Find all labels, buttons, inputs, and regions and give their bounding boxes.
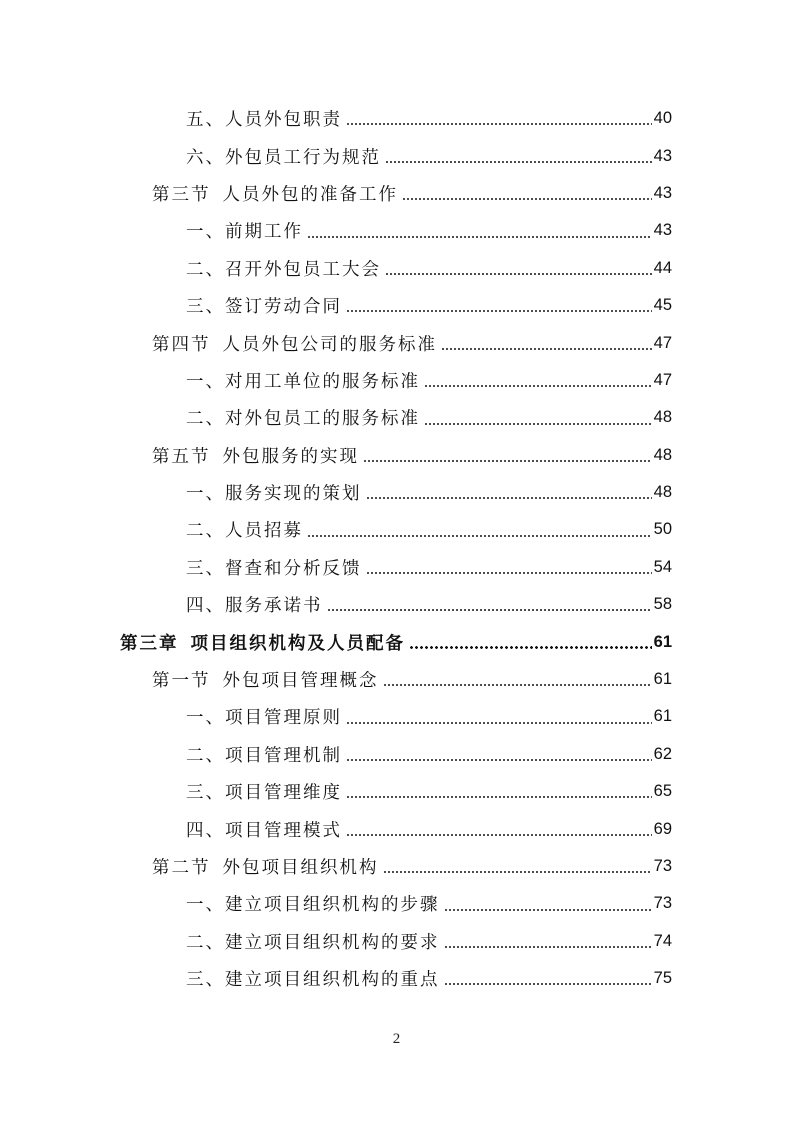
toc-entry-text: 人员招募 <box>225 521 303 542</box>
toc-entry-page: 65 <box>653 782 672 801</box>
dot-leader <box>444 983 652 985</box>
toc-entry-title <box>186 106 342 131</box>
toc-entry-prefix: 三、 <box>186 558 225 579</box>
toc-entry-text: 建立项目组织机构的要求 <box>225 932 440 953</box>
toc-entry-page: 75 <box>653 969 672 988</box>
toc-entry-page: 73 <box>653 894 672 913</box>
toc-entry-text: 前期工作 <box>225 222 303 243</box>
toc-entry-text: 签订劳动合同 <box>225 297 342 318</box>
toc-entry-text: 建立项目组织机构的步骤 <box>225 895 440 916</box>
toc-entry-prefix: 二、 <box>186 409 225 430</box>
dot-leader <box>346 834 652 836</box>
toc-entry-page: 48 <box>653 408 672 427</box>
toc-entry-prefix: 第五节 <box>152 446 211 467</box>
toc-entry[interactable] <box>0 212 793 249</box>
toc-entry[interactable] <box>0 474 793 511</box>
toc-entry-page: 61 <box>653 707 672 726</box>
dot-leader <box>385 161 652 163</box>
toc-entry[interactable] <box>0 287 793 324</box>
toc-entry-text: 对用工单位的服务标准 <box>225 371 420 392</box>
toc-entry-prefix: 二、 <box>186 521 225 542</box>
toc-chapter-entry[interactable] <box>0 623 793 660</box>
toc-entry-prefix: 一、 <box>186 708 225 729</box>
toc-entry[interactable] <box>0 324 793 361</box>
toc-entry-title <box>152 181 398 206</box>
toc-entry-title <box>152 443 359 468</box>
toc-entry-page: 54 <box>653 557 672 576</box>
toc-entry-title <box>186 480 362 505</box>
toc-entry-title <box>186 966 440 991</box>
toc-entry-page: 58 <box>653 595 672 614</box>
toc-entry[interactable] <box>0 175 793 212</box>
toc-entry-text: 服务实现的策划 <box>225 484 362 505</box>
toc-entry-page: 73 <box>653 857 672 875</box>
toc-entry-title <box>152 331 437 356</box>
toc-entry-prefix: 第二节 <box>152 858 211 878</box>
toc-entry-page: 50 <box>653 520 672 539</box>
toc-entry-page: 61 <box>653 632 672 651</box>
toc-entry-text: 外包服务的实现 <box>222 446 359 467</box>
toc-entry[interactable] <box>0 848 793 885</box>
dot-leader <box>366 572 652 574</box>
dot-leader <box>402 198 652 200</box>
toc-entry-page: 48 <box>653 445 672 464</box>
toc-entry-title <box>186 891 440 916</box>
toc-entry-title <box>186 405 420 430</box>
toc-entry-text: 人员外包公司的服务标准 <box>222 334 437 355</box>
dot-leader <box>444 946 652 948</box>
toc-entry-text: 项目管理模式 <box>225 820 342 841</box>
toc-entry-page: 43 <box>653 183 672 202</box>
toc-entry-title <box>186 779 342 804</box>
toc-entry[interactable] <box>0 661 793 698</box>
toc-entry[interactable] <box>0 810 793 847</box>
toc-entry-text: 服务承诺书 <box>225 596 323 617</box>
dot-leader <box>385 273 652 275</box>
toc-entry[interactable] <box>0 399 793 436</box>
toc-entry[interactable] <box>0 923 793 960</box>
toc-entry-title <box>186 517 303 542</box>
toc-entry[interactable] <box>0 773 793 810</box>
dot-leader <box>383 871 652 873</box>
toc-entry-prefix: 四、 <box>186 820 225 841</box>
dot-leader <box>409 646 652 649</box>
toc-entry-page: 61 <box>653 670 672 689</box>
toc-entry-title <box>186 555 362 580</box>
toc-entry-prefix: 第四节 <box>152 334 211 355</box>
dot-leader <box>307 535 652 537</box>
toc-entry-title <box>186 218 303 243</box>
toc-entry-text: 人员外包职责 <box>225 110 342 131</box>
toc-entry-text: 项目管理机制 <box>225 745 342 766</box>
toc-entry-page: 74 <box>653 931 672 950</box>
toc-entry[interactable] <box>0 586 793 623</box>
toc-entry-prefix: 三、 <box>186 297 225 318</box>
toc-entry-page: 47 <box>653 370 672 389</box>
page-number: 2 <box>392 1031 401 1047</box>
toc-entry-prefix: 第三章 <box>120 633 179 654</box>
dot-leader <box>327 609 652 611</box>
toc-entry-page: 47 <box>653 333 672 352</box>
toc-entry-text: 项目组织机构及人员配备 <box>190 633 405 654</box>
toc-entry-title <box>186 704 342 729</box>
dot-leader <box>441 348 652 350</box>
dot-leader <box>363 460 652 462</box>
toc-entry-title <box>186 293 342 318</box>
toc-entry-text: 外包员工行为规范 <box>225 147 381 168</box>
toc-entry[interactable] <box>0 698 793 735</box>
toc-entry[interactable] <box>0 250 793 287</box>
toc-entry-text: 人员外包的准备工作 <box>222 184 398 205</box>
toc-entry-title <box>186 592 323 617</box>
toc-entry-text: 项目管理维度 <box>225 783 342 804</box>
toc-entry-prefix: 六、 <box>186 147 225 168</box>
toc-entry-title <box>186 817 342 842</box>
toc-entry[interactable] <box>0 960 793 997</box>
toc-entry-page: 43 <box>653 146 672 165</box>
toc-entry-page: 62 <box>653 744 672 763</box>
toc-entry-prefix: 第一节 <box>152 671 211 692</box>
dot-leader <box>424 385 652 387</box>
toc-entry-prefix: 三、 <box>186 783 225 804</box>
dot-leader <box>383 684 652 686</box>
toc-entry-prefix: 二、 <box>186 259 225 280</box>
toc-entry-prefix: 二、 <box>186 745 225 766</box>
dot-leader <box>424 423 652 425</box>
toc-entry-title <box>186 256 381 281</box>
toc-entry-title <box>186 742 342 767</box>
toc-entry-prefix: 第三节 <box>152 184 211 205</box>
toc-entry-prefix: 一、 <box>186 895 225 916</box>
toc-entry-title <box>152 667 379 692</box>
toc-entry-title <box>152 854 379 879</box>
toc-entry[interactable] <box>0 137 793 174</box>
toc-entry-prefix: 二、 <box>186 932 225 953</box>
toc-entry-prefix: 一、 <box>186 371 225 392</box>
toc-entry-text: 召开外包员工大会 <box>225 259 381 280</box>
toc-entry[interactable] <box>0 736 793 773</box>
dot-leader <box>307 236 652 238</box>
toc-entry-page: 48 <box>653 483 672 502</box>
toc-entry-page: 40 <box>653 109 672 128</box>
toc-entry-text: 对外包员工的服务标准 <box>225 409 420 430</box>
dot-leader <box>366 497 652 499</box>
toc-entry-title <box>120 630 405 655</box>
toc-entry-page: 45 <box>653 296 672 315</box>
toc-entry-prefix: 一、 <box>186 484 225 505</box>
toc-entry[interactable] <box>0 100 793 137</box>
table-of-contents <box>0 100 793 997</box>
toc-entry[interactable] <box>0 437 793 474</box>
dot-leader <box>346 722 652 724</box>
toc-entry[interactable] <box>0 549 793 586</box>
toc-entry-text: 项目管理原则 <box>225 708 342 729</box>
toc-entry-page: 43 <box>653 221 672 240</box>
dot-leader <box>346 310 652 312</box>
toc-entry-page: 44 <box>653 258 672 277</box>
toc-entry-text: 建立项目组织机构的重点 <box>225 970 440 991</box>
toc-entry-prefix: 三、 <box>186 970 225 991</box>
toc-entry-text: 外包项目组织机构 <box>222 858 379 878</box>
toc-entry-prefix: 五、 <box>186 110 225 131</box>
toc-entry[interactable] <box>0 362 793 399</box>
dot-leader <box>346 123 652 125</box>
toc-entry-prefix: 一、 <box>186 222 225 243</box>
toc-entry-text: 外包项目管理概念 <box>222 671 379 692</box>
toc-entry-text: 督查和分析反馈 <box>225 558 362 579</box>
toc-entry-prefix: 四、 <box>186 596 225 617</box>
dot-leader <box>444 909 652 911</box>
toc-entry-page: 69 <box>653 819 672 838</box>
toc-entry[interactable] <box>0 511 793 548</box>
toc-entry[interactable] <box>0 885 793 922</box>
toc-entry-title <box>186 144 381 169</box>
dot-leader <box>346 796 652 798</box>
dot-leader <box>346 759 652 761</box>
toc-entry-title <box>186 929 440 954</box>
toc-entry-title <box>186 368 420 393</box>
